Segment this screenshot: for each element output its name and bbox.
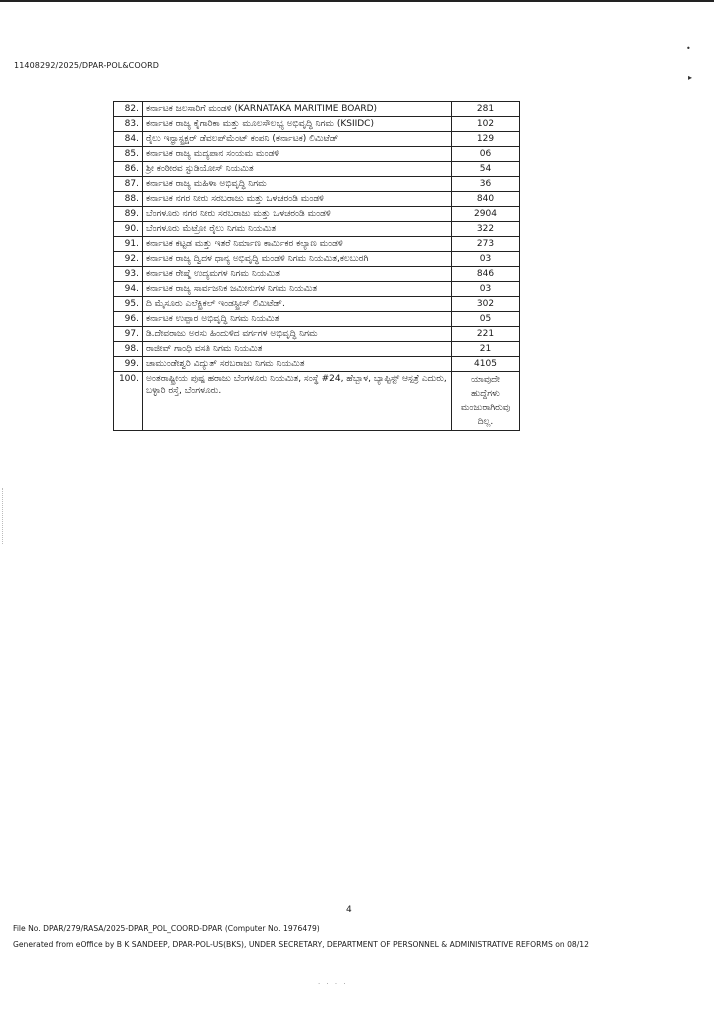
serial-number: 95. <box>114 297 143 312</box>
note-line: ಮಂಜುರಾಗಿರುವು <box>460 403 511 413</box>
post-count: 4105 <box>452 357 520 372</box>
table-row <box>114 252 520 267</box>
post-count: 03 <box>452 282 520 297</box>
organization-name: ಕರ್ನಾಟಕ ರಾಜ್ಯ ಕೈಗಾರಿಕಾ ಮತ್ತು ಮೂಲಸೌಲಭ್ಯ ಅಭಿವೃದ್ಧಿ ನಿಗಮ (KSIIDC) <box>143 117 452 132</box>
post-count: 273 <box>452 237 520 252</box>
table-row <box>114 162 520 177</box>
scan-speck: • <box>686 44 691 53</box>
serial-number: 98. <box>114 342 143 357</box>
organization-name: ಕರ್ನಾಟಕ ರೇಷ್ಮೆ ಉದ್ಯಮಗಳ ನಿಗಮ ನಿಯಮಿತ <box>143 267 452 282</box>
organizations-table <box>113 101 520 431</box>
serial-number: 88. <box>114 192 143 207</box>
post-count: 05 <box>452 312 520 327</box>
organization-name: ಕರ್ನಾಟಕ ರಾಜ್ಯ ದ್ವಿದಳ ಧಾನ್ಯ ಅಭಿವೃದ್ಧಿ ಮಂಡಳಿ ನಿಗಮ ನಿಯಮಿತ,ಕಲಬುರಗಿ <box>143 252 452 267</box>
serial-number: 83. <box>114 117 143 132</box>
post-count: 36 <box>452 177 520 192</box>
organization-name: ಬೆಂಗಳೂರು ಮೆಟ್ರೋ ರೈಲು ನಿಗಮ ನಿಯಮಿತ <box>143 222 452 237</box>
table-row <box>114 132 520 147</box>
table-row <box>114 117 520 132</box>
organization-name: ಚಾಮುಂಡೇಶ್ವರಿ ವಿದ್ಯುತ್ ಸರಬರಾಜು ನಿಗಮ ನಿಯಮಿತ <box>143 357 452 372</box>
note-line: ದಿಲ್ಲ. <box>477 417 494 427</box>
table-row <box>114 312 520 327</box>
organization-name: ಡಿ.ದೇವರಾಜು ಅರಸು ಹಿಂದುಳಿದ ವರ್ಗಗಳ ಅಭಿವೃದ್ಧಿ ನಿಗಮ <box>143 327 452 342</box>
serial-number: 94. <box>114 282 143 297</box>
table-row <box>114 192 520 207</box>
table-body <box>114 102 520 431</box>
serial-number: 99. <box>114 357 143 372</box>
note-line: ಯಾವುದೇ <box>471 375 500 385</box>
organization-name: ರಾಜೀವ್ ಗಾಂಧಿ ವಸತಿ ನಿಗಮ ನಿಯಮಿತ <box>143 342 452 357</box>
table-row <box>114 237 520 252</box>
scan-speck: ▸ <box>688 73 693 82</box>
table-row <box>114 207 520 222</box>
organization-name: ಕರ್ನಾಟಕ ನಗರ ನೀರು ಸರಬರಾಜು ಮತ್ತು ಒಳಚರಂಡಿ ಮಂಡಳಿ <box>143 192 452 207</box>
note-line: ಹುದ್ದೆಗಳು <box>471 389 500 399</box>
post-count: 21 <box>452 342 520 357</box>
serial-number: 90. <box>114 222 143 237</box>
organization-name: ಅಂತರಾಷ್ಟ್ರೀಯ ಪುಷ್ಪ ಹರಾಜು ಬೆಂಗಳೂರು ನಿಯಮಿತ, ಸಂಸ್ಥೆ #24, ಹೆಬ್ಬಾಳ, ಬ್ಯಾಪ್ಟಿಸ್ಟ್ ಆಸ್ಪತ್ರೆ ಎದುರು, ಬಳ್ಳಾರಿ ರಸ್ತೆ, ಬೆಂಗಳೂರು. <box>143 372 452 431</box>
organization-name: ಬೆಂಗಳೂರು ನಗರ ನೀರು ಸರಬರಾಜು ಮತ್ತು ಒಳಚರಂಡಿ ಮಂಡಳಿ <box>143 207 452 222</box>
table-row <box>114 267 520 282</box>
table-row <box>114 327 520 342</box>
serial-number: 97. <box>114 327 143 342</box>
serial-number: 82. <box>114 102 143 117</box>
post-count: 302 <box>452 297 520 312</box>
post-count: 281 <box>452 102 520 117</box>
serial-number: 87. <box>114 177 143 192</box>
table-row <box>114 147 520 162</box>
organization-name: ಕರ್ನಾಟಕ ಉಪ್ಪಾರ ಅಭಿವೃದ್ಧಿ ನಿಗಮ ನಿಯಮಿತ <box>143 312 452 327</box>
table-row <box>114 357 520 372</box>
table-row <box>114 102 520 117</box>
organization-name: ಕರ್ನಾಟಕ ಕಟ್ಟಡ ಮತ್ತು ಇತರೆ ನಿರ್ಮಾಣ ಕಾರ್ಮಿಕರ ಕಲ್ಯಾಣ ಮಂಡಳಿ <box>143 237 452 252</box>
serial-number: 93. <box>114 267 143 282</box>
post-count: 06 <box>452 147 520 162</box>
post-count: 221 <box>452 327 520 342</box>
table-row <box>114 222 520 237</box>
post-count-note <box>452 372 520 431</box>
scan-edge-marks <box>2 488 9 544</box>
table-row <box>114 342 520 357</box>
scan-top-border <box>0 0 714 2</box>
document-reference-number: 11408292/2025/DPAR-POL&COORD <box>14 61 160 70</box>
post-count: 840 <box>452 192 520 207</box>
organization-name: ದಿ ಮೈಸೂರು ಎಲೆಕ್ಟ್ರಿಕಲ್ ಇಂಡಸ್ಟ್ರೀಸ್ ಲಿಮಿಟೆಡ್. <box>143 297 452 312</box>
organization-name: ಶ್ರೀ ಕಂಠೀರವ ಸ್ಟುಡಿಯೋಸ್ ನಿಯಮಿತ <box>143 162 452 177</box>
scan-noise: · · · · <box>318 980 348 988</box>
post-count: 129 <box>452 132 520 147</box>
organization-name: ಕರ್ನಾಟಕ ಜಲಸಾರಿಗೆ ಮಂಡಳಿ (KARNATAKA MARITIME BOARD) <box>143 102 452 117</box>
serial-number: 86. <box>114 162 143 177</box>
post-count: 54 <box>452 162 520 177</box>
post-count: 2904 <box>452 207 520 222</box>
serial-number: 100. <box>114 372 143 431</box>
serial-number: 85. <box>114 147 143 162</box>
post-count: 322 <box>452 222 520 237</box>
organization-name: ಕರ್ನಾಟಕ ರಾಜ್ಯ ಸಾರ್ವಜನಿಕ ಜಮೀನುಗಳ ನಿಗಮ ನಿಯಮಿತ <box>143 282 452 297</box>
serial-number: 89. <box>114 207 143 222</box>
footer-file-number: File No. DPAR/279/RASA/2025-DPAR_POL_COORD-DPAR (Computer No. 1976479) <box>13 924 320 933</box>
page-number: 4 <box>346 905 352 915</box>
post-count: 03 <box>452 252 520 267</box>
post-count: 102 <box>452 117 520 132</box>
footer-generated-by: Generated from eOffice by B K SANDEEP, DPAR-POL-US(BKS), UNDER SECRETARY, DEPARTMENT OF PERSONNEL & ADMINISTRATIVE REFORMS on 08/12 <box>13 940 589 949</box>
serial-number: 91. <box>114 237 143 252</box>
organization-name: ರೈಲು ಇನ್ಫ್ರಾಸ್ಟ್ರಕ್ಚರ್ ಡೆವಲಪ್‌ಮೆಂಟ್ ಕಂಪನಿ (ಕರ್ನಾಟಕ) ಲಿಮಿಟೆಡ್ <box>143 132 452 147</box>
serial-number: 92. <box>114 252 143 267</box>
serial-number: 84. <box>114 132 143 147</box>
serial-number: 96. <box>114 312 143 327</box>
post-count: 846 <box>452 267 520 282</box>
organization-name: ಕರ್ನಾಟಕ ರಾಜ್ಯ ಮದ್ಯಪಾನ ಸಂಯಮ ಮಂಡಳಿ <box>143 147 452 162</box>
table-row <box>114 282 520 297</box>
table-row <box>114 177 520 192</box>
organization-name: ಕರ್ನಾಟಕ ರಾಜ್ಯ ಮಹಿಳಾ ಅಭಿವೃದ್ಧಿ ನಿಗಮ <box>143 177 452 192</box>
table-row <box>114 297 520 312</box>
table-row-last <box>114 372 520 431</box>
